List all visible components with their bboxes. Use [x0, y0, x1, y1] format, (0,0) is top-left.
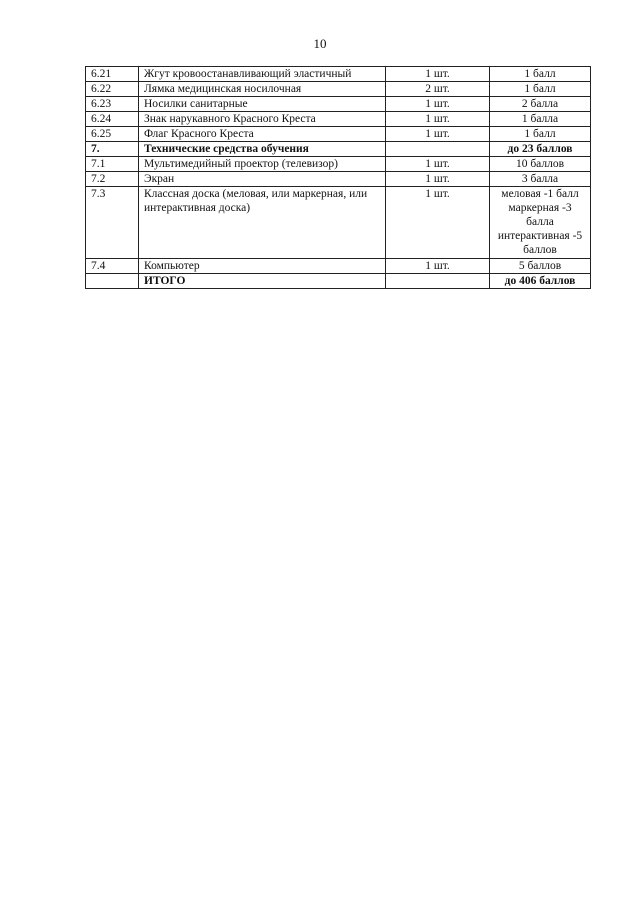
table-row [86, 259, 591, 274]
row-number-cell: 6.24 [86, 112, 139, 127]
score-cell: меловая -1 балл маркерная -3 балла интерактивная -5 баллов [490, 187, 591, 259]
table-row [86, 142, 591, 157]
item-name-cell: Экран [139, 172, 386, 187]
quantity-cell: 1 шт. [386, 127, 490, 142]
row-number-cell: 6.25 [86, 127, 139, 142]
table-row [86, 112, 591, 127]
row-number-cell: 7.4 [86, 259, 139, 274]
row-number-cell: 7. [86, 142, 139, 157]
row-number-cell: 6.22 [86, 82, 139, 97]
quantity-cell: 1 шт. [386, 172, 490, 187]
quantity-cell: 1 шт. [386, 112, 490, 127]
row-number-cell: 7.1 [86, 157, 139, 172]
quantity-cell [386, 274, 490, 289]
score-cell: 1 балл [490, 127, 591, 142]
equipment-table [85, 66, 591, 289]
page-number: 10 [313, 36, 327, 51]
quantity-cell: 1 шт. [386, 157, 490, 172]
quantity-cell: 1 шт. [386, 97, 490, 112]
score-cell: 2 балла [490, 97, 591, 112]
table-row [86, 274, 591, 289]
table-row [86, 157, 591, 172]
item-name-cell: Лямка медицинская носилочная [139, 82, 386, 97]
table-row [86, 172, 591, 187]
item-name-cell: Технические средства обучения [139, 142, 386, 157]
score-cell: 1 балл [490, 82, 591, 97]
item-name-cell: Компьютер [139, 259, 386, 274]
score-cell: 10 баллов [490, 157, 591, 172]
row-number-cell: 7.3 [86, 187, 139, 259]
quantity-cell [386, 142, 490, 157]
row-number-cell: 6.21 [86, 67, 139, 82]
item-name-cell: Жгут кровоостанавливающий эластичный [139, 67, 386, 82]
table-row [86, 67, 591, 82]
item-name-cell: Знак нарукавного Красного Креста [139, 112, 386, 127]
score-cell: 3 балла [490, 172, 591, 187]
row-number-cell: 7.2 [86, 172, 139, 187]
item-name-cell: Мультимедийный проектор (телевизор) [139, 157, 386, 172]
table-body [86, 67, 591, 289]
quantity-cell: 1 шт. [386, 67, 490, 82]
score-cell: до 23 баллов [490, 142, 591, 157]
table-row [86, 97, 591, 112]
item-name-cell: Классная доска (меловая, или маркерная, или интерактивная доска) [139, 187, 386, 259]
table-row [86, 127, 591, 142]
item-name-cell: Носилки санитарные [139, 97, 386, 112]
quantity-cell: 1 шт. [386, 259, 490, 274]
item-name-cell: ИТОГО [139, 274, 386, 289]
score-cell: 5 баллов [490, 259, 591, 274]
table-row [86, 187, 591, 259]
table-row [86, 82, 591, 97]
row-number-cell: 6.23 [86, 97, 139, 112]
quantity-cell: 2 шт. [386, 82, 490, 97]
row-number-cell [86, 274, 139, 289]
score-cell: до 406 баллов [490, 274, 591, 289]
score-cell: 1 балла [490, 112, 591, 127]
score-cell: 1 балл [490, 67, 591, 82]
item-name-cell: Флаг Красного Креста [139, 127, 386, 142]
quantity-cell: 1 шт. [386, 187, 490, 259]
